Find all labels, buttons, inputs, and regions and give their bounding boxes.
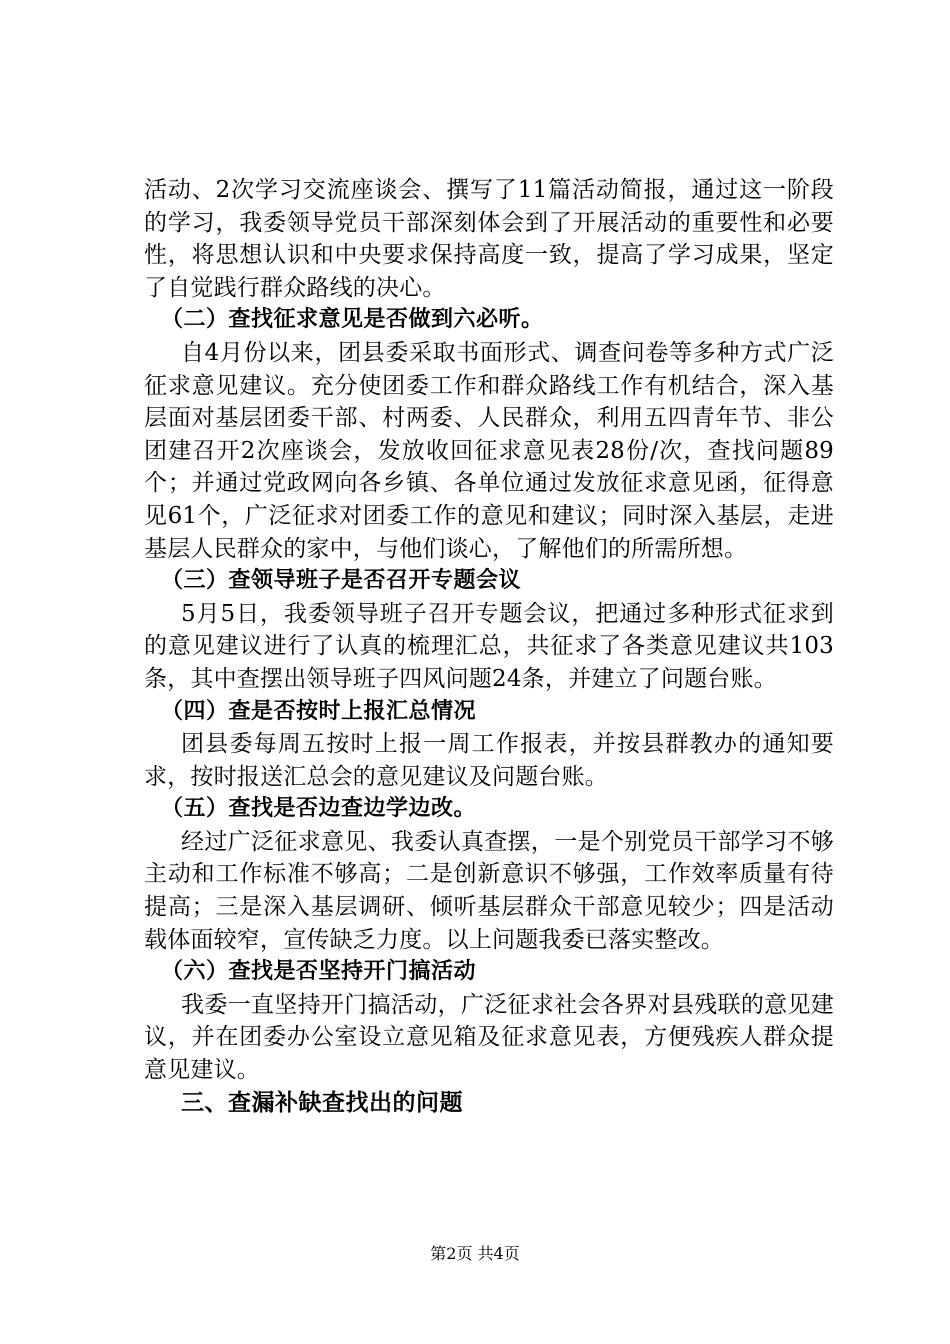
heading-open-door: （六）查找是否坚持开门搞活动 [161, 959, 477, 985]
heading-section-three: 三、查漏补缺查找出的问题 [181, 1089, 463, 1116]
paragraph-open-door: 我委一直坚持开门搞活动，广泛征求社会各界对县残联的意见建议，并在团委办公室设立意见箱及征求意见表，方便残疾人群众提意见建议。 [144, 991, 834, 1084]
heading-six-must-listen: （二）查找征求意见是否做到六必听。 [161, 307, 544, 333]
paragraph-special-meeting: 5月5日，我委领导班子召开专题会议，把通过多种形式征求到的意见建议进行了认真的梳理汇总，共征求了各类意见建议共103条，其中查摆出领导班子四风问题24条，并建立了问题台账。 [144, 600, 834, 692]
paragraph-activity-summary: 活动、2次学习交流座谈会、撰写了11篇活动简报，通过这一阶段的学习，我委领导党员干部深刻体会到了开展活动的重要性和必要性，将思想认识和中央要求保持高度一致，提高了学习成果，坚定了自觉践行群众路线的决心。 [144, 177, 834, 301]
document-body [144, 174, 834, 1119]
heading-special-meeting: （三）查领导班子是否召开专题会议 [161, 568, 522, 594]
heading-report-on-time: （四）查是否按时上报汇总情况 [161, 698, 477, 724]
page-number: 第2页 共4页 [430, 1244, 520, 1263]
paragraph-report-on-time: 团县委每周五按时上报一周工作报表，并按县群教办的通知要求，按时报送汇总会的意见建议及问题台账。 [144, 731, 834, 790]
paragraph-solicit-opinions: 自4月份以来，团县委采取书面形式、调查问卷等多种方式广泛征求意见建议。充分使团委工作和群众路线工作有机结合，深入基层面对基层团委干部、村两委、人民群众，利用五四青年节、非公团建召开2次座谈会，发放收回征求意见表28份/次，查找问题89个；并通过党政网向各乡镇、各单位通过发放征求意见函，征得意见61个，广泛征求对团委工作的意见和建议；同时深入基层，走进基层人民群众的家中，与他们谈心，了解他们的所需所想。 [144, 339, 834, 562]
page-footer [0, 1244, 950, 1264]
paragraph-check-learn-correct: 经过广泛征求意见、我委认真查摆，一是个别党员干部学习不够主动和工作标准不够高；二是创新意识不够强，工作效率质量有待提高；三是深入基层调研、倾听基层群众干部意见较少；四是活动载体面较窄，宣传缺乏力度。以上问题我委已落实整改。 [144, 828, 834, 953]
heading-check-learn-correct: （五）查找是否边查边学边改。 [161, 796, 477, 822]
